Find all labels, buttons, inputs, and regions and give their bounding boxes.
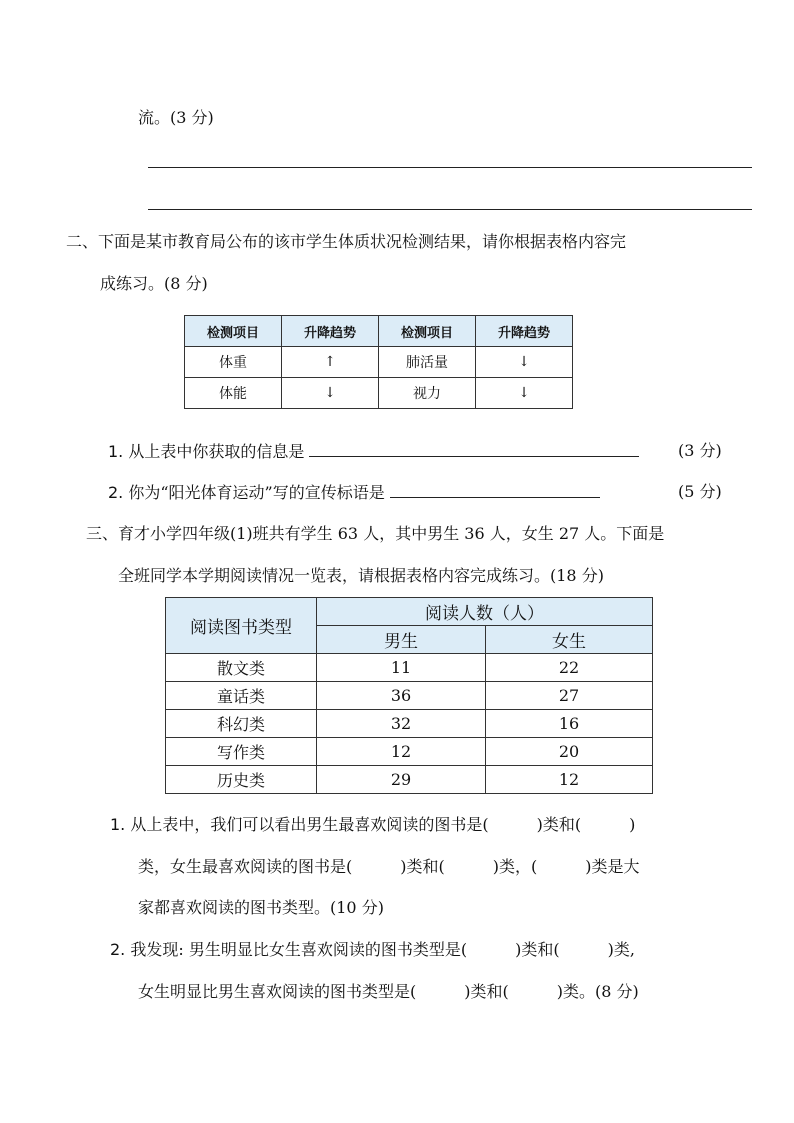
question-2-2 xyxy=(108,480,600,505)
count-header: 阅读人数（人） xyxy=(317,598,653,626)
question-score: (3 分) xyxy=(678,441,722,460)
table-row xyxy=(185,347,573,378)
section3-title: 三、育才小学四年级(1)班共有学生 63 人，其中男生 36 人，女生 27 人。下面是 xyxy=(86,524,665,543)
question-2-1 xyxy=(108,439,639,464)
trend-cell: ↓ xyxy=(476,378,573,409)
answer-blank[interactable] xyxy=(309,439,639,457)
question-text: ) xyxy=(629,815,636,834)
table-row xyxy=(166,766,653,794)
question-text: 你为“阳光体育运动”写的宣传标语是 xyxy=(128,483,385,502)
question-text: )类和( xyxy=(400,857,445,876)
girls-cell: 12 xyxy=(486,766,653,794)
table-row xyxy=(166,710,653,738)
boys-header: 男生 xyxy=(317,626,486,654)
type-header: 阅读图书类型 xyxy=(166,598,317,654)
question-3-2-line2 xyxy=(138,980,639,1004)
question-score: (5 分) xyxy=(678,482,722,501)
type-cell: 散文类 xyxy=(166,654,317,682)
question-3-1-line3: 家都喜欢阅读的图书类型。(10 分) xyxy=(138,898,384,917)
type-cell: 科幻类 xyxy=(166,710,317,738)
header-cell: 检测项目 xyxy=(379,316,476,347)
table-row xyxy=(185,378,573,409)
girls-cell: 27 xyxy=(486,682,653,710)
trend-cell: ↑ xyxy=(282,347,379,378)
girls-header: 女生 xyxy=(486,626,653,654)
type-cell: 历史类 xyxy=(166,766,317,794)
answer-blank[interactable] xyxy=(390,480,600,498)
question-3-2 xyxy=(110,938,635,962)
question-text: )类和( xyxy=(464,982,509,1001)
girls-cell: 16 xyxy=(486,710,653,738)
question-number: 2. xyxy=(108,483,124,502)
table-row xyxy=(166,682,653,710)
table-row xyxy=(166,738,653,766)
header-cell: 升降趋势 xyxy=(282,316,379,347)
boys-cell: 29 xyxy=(317,766,486,794)
answer-line-1[interactable] xyxy=(148,167,752,168)
question-3-1 xyxy=(110,813,635,837)
question-text: 从上表中，我们可以看出男生最喜欢阅读的图书是( xyxy=(130,815,489,834)
girls-cell: 22 xyxy=(486,654,653,682)
boys-cell: 32 xyxy=(317,710,486,738)
question-text: )类是大 xyxy=(585,857,640,876)
question-text: 从上表中你获取的信息是 xyxy=(128,442,305,461)
question-text: 女生明显比男生喜欢阅读的图书类型是( xyxy=(138,982,417,1001)
trend-cell: ↓ xyxy=(476,347,573,378)
section2-title: 二、下面是某市教育局公布的该市学生体质状况检测结果，请你根据表格内容完 xyxy=(66,232,627,251)
header-cell: 检测项目 xyxy=(185,316,282,347)
question-number: 1. xyxy=(110,815,126,834)
question-text: 我发现: 男生明显比女生喜欢阅读的图书类型是( xyxy=(130,940,468,959)
header-cell: 升降趋势 xyxy=(476,316,573,347)
boys-cell: 11 xyxy=(317,654,486,682)
table-cell: 视力 xyxy=(379,378,476,409)
carryover-text: 流。(3 分) xyxy=(138,108,214,127)
question-text: 类，女生最喜欢阅读的图书是( xyxy=(138,857,353,876)
type-cell: 写作类 xyxy=(166,738,317,766)
question-text: )类, xyxy=(607,940,635,959)
fitness-table xyxy=(184,315,573,409)
question-text: )类和( xyxy=(515,940,560,959)
type-cell: 童话类 xyxy=(166,682,317,710)
table-header-row xyxy=(185,316,573,347)
boys-cell: 12 xyxy=(317,738,486,766)
question-text: )类。(8 分) xyxy=(556,982,639,1001)
table-cell: 体能 xyxy=(185,378,282,409)
answer-line-2[interactable] xyxy=(148,209,752,210)
question-text: )类，( xyxy=(492,857,538,876)
question-number: 2. xyxy=(110,940,126,959)
trend-cell: ↓ xyxy=(282,378,379,409)
question-text: )类和( xyxy=(536,815,582,834)
boys-cell: 36 xyxy=(317,682,486,710)
table-row xyxy=(166,654,653,682)
table-cell: 体重 xyxy=(185,347,282,378)
question-number: 1. xyxy=(108,442,124,461)
question-3-1-line2 xyxy=(138,855,640,879)
section3-title-cont: 全班同学本学期阅读情况一览表，请根据表格内容完成练习。(18 分) xyxy=(118,566,604,585)
section2-title-cont: 成练习。(8 分) xyxy=(100,274,208,293)
girls-cell: 20 xyxy=(486,738,653,766)
reading-table xyxy=(165,597,653,794)
table-cell: 肺活量 xyxy=(379,347,476,378)
table-header-row xyxy=(166,598,653,626)
